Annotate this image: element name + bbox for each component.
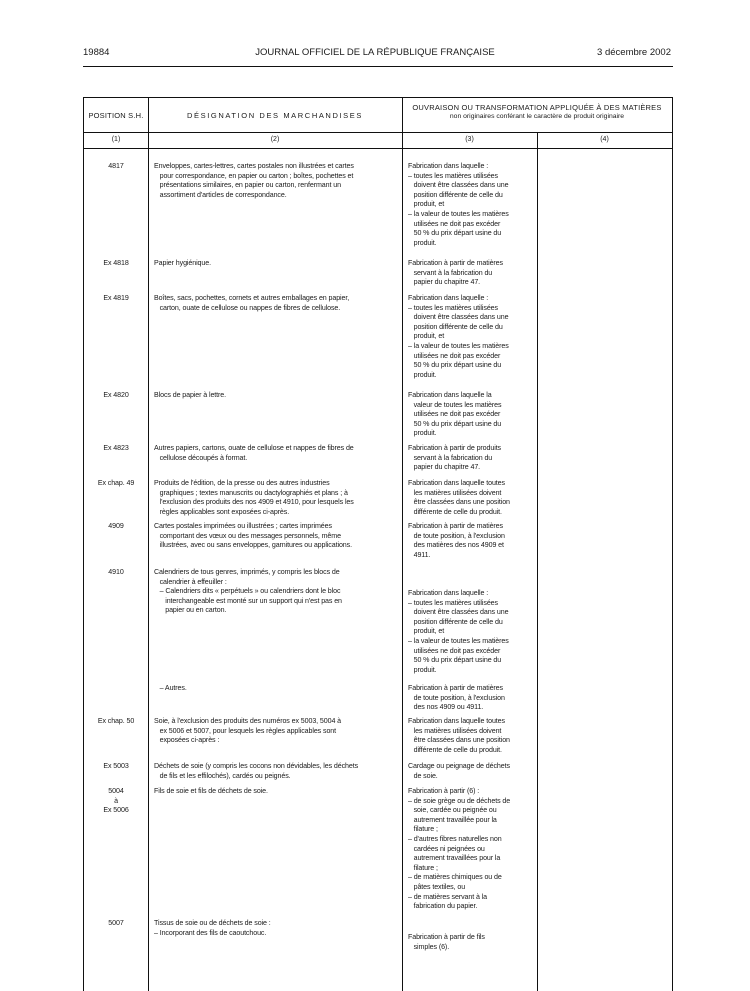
column-divider xyxy=(537,132,538,991)
row-rule: Fabrication dans laquelle : – toutes les matières utilisées doivent être classées dans une position différente de celle du produit, et – la valeur de toutes les matières utilisées ne doit pas excéder 50 % du prix départ usine du produit. xyxy=(408,589,509,674)
row-designation: Papier hygiénique. xyxy=(154,259,211,267)
row-designation: Soie, à l'exclusion des produits des numéros ex 5003, 5004 à ex 5006 et 5007, pour lesquels les règles applicables sont exposées ci-après : xyxy=(154,717,342,745)
row-rule: Fabrication dans laquelle : – toutes les matières utilisées doivent être classées dans une position différente de celle du produit, et – la valeur de toutes les matières utilisées ne doit pas excéder 50 % du prix départ usine du produit. xyxy=(408,294,509,379)
row-rule: Cardage ou peignage de déchets de soie. xyxy=(408,762,510,780)
header-rule-left xyxy=(84,132,402,133)
row-position: 5007 xyxy=(108,919,124,927)
row-position: Ex 4823 xyxy=(103,444,129,452)
col-transformation-header xyxy=(402,103,672,120)
row-rule: Fabrication dans laquelle toutes les matières utilisées doivent être classées dans une position différente de celle du produit. xyxy=(408,717,510,754)
row-position: Ex 5003 xyxy=(103,762,129,770)
row-rule: Fabrication à partir de fils simples (6). xyxy=(408,933,485,951)
col-number-1: (1) xyxy=(111,136,121,143)
col-transformation-title: OUVRAISON OU TRANSFORMATION APPLIQUÉE À DES MATIÈRES xyxy=(412,103,662,112)
row-rule: Fabrication à partir de produits servant à la fabrication du papier du chapitre 47. xyxy=(408,444,502,472)
goods-table xyxy=(83,97,673,991)
row-rule: Fabrication à partir de matières de toute position, à l'exclusion des matières des nos 4909 et 4911. xyxy=(408,522,505,559)
row-designation: Boîtes, sacs, pochettes, cornets et autres emballages en papier, carton, ouate de cellulose ou nappes de fibres de cellulose. xyxy=(154,294,350,312)
row-position: Ex chap. 49 xyxy=(97,479,135,487)
journal-title: JOURNAL OFFICIEL DE LA RÉPUBLIQUE FRANÇAISE xyxy=(255,47,495,58)
row-rule-sub: Fabrication à partir de matières de toute position, à l'exclusion des nos 4909 ou 4911. xyxy=(408,684,505,712)
row-position: 4817 xyxy=(108,162,124,170)
column-divider xyxy=(148,98,149,991)
row-position: Ex 4818 xyxy=(103,259,129,267)
column-divider xyxy=(402,98,403,991)
row-rule: Fabrication à partir de matières servant à la fabrication du papier du chapitre 47. xyxy=(408,259,503,287)
row-rule: Fabrication à partir (6) : – de soie grège ou de déchets de soie, cardée ou peignée ou autrement travaillée pour la filature ; – d'autres fibres naturelles non cardées ni peignées ou autrement travaillées pour la filature ; – de matières chimiques ou de pâtes textiles, ou – de matières servant à la fabrication du papier. xyxy=(408,787,511,911)
page-number: 19884 xyxy=(83,47,110,58)
row-designation: Déchets de soie (y compris les cocons non dévidables, les déchets de fils et les effilochés), cardés ou peignés. xyxy=(154,762,359,780)
row-position: Ex chap. 50 xyxy=(97,717,135,725)
col-position-header: POSITION S.H. xyxy=(88,111,144,120)
row-rule: Fabrication dans laquelle : – toutes les matières utilisées doivent être classées dans une position différente de celle du produit, et – la valeur de toutes les matières utilisées ne doit pas excéder 50 % du prix départ usine du produit. xyxy=(408,162,509,247)
row-designation: Blocs de papier à lettre. xyxy=(154,391,227,399)
row-designation: Tissus de soie ou de déchets de soie : – Incorporant des fils de caoutchouc. xyxy=(154,919,271,937)
row-position: 4910 xyxy=(108,568,124,576)
row-position: 5004 à Ex 5006 xyxy=(103,787,129,815)
row-designation: Fils de soie et fils de déchets de soie. xyxy=(154,787,268,795)
row-designation: Produits de l'édition, de la presse ou des autres industries graphiques ; textes manuscrits ou dactylographiés et plans ; à l'exclusion des produits des nos 4909 et 4910, pour lesquels les règles applicables sont exposées ci-après. xyxy=(154,479,354,516)
col-number-4: (4) xyxy=(600,136,609,143)
col-number-2: (2) xyxy=(270,136,280,143)
row-position: 4909 xyxy=(108,522,124,530)
row-designation: Calendriers de tous genres, imprimés, y compris les blocs de calendrier à effeuiller : – Calendriers dits « perpétuels » ou calendriers dont le bloc interchangeable est monté sur un support qui n'est pas en papier ou en carton. xyxy=(154,568,342,615)
col-designation-header: DÉSIGNATION DES MARCHANDISES xyxy=(187,111,363,120)
col-number-3: (3) xyxy=(465,136,474,143)
column-number-rule xyxy=(84,148,672,149)
row-designation: Enveloppes, cartes-lettres, cartes postales non illustrées et cartes pour correspondance, en papier ou carton ; boîtes, pochettes et présentations similaires, en papier ou carton, renfermant un assortiment d'articles de correspondance. xyxy=(154,162,354,199)
header-subrule xyxy=(402,132,672,133)
row-rule: Fabrication dans laquelle toutes les matières utilisées doivent être classées dans une position différente de celle du produit. xyxy=(408,479,510,516)
header-rule xyxy=(83,66,673,67)
row-designation: Cartes postales imprimées ou illustrées ; cartes imprimées comportant des vœux ou des messages personnels, même illustrées, avec ou sans enveloppes, garnitures ou applications. xyxy=(154,522,352,550)
row-rule: Fabrication dans laquelle la valeur de toutes les matières utilisées ne doit pas excéder 50 % du prix départ usine du produit. xyxy=(408,391,502,438)
row-position: Ex 4820 xyxy=(103,391,129,399)
row-designation: Autres papiers, cartons, ouate de cellulose et nappes de fibres de cellulose découpés à format. xyxy=(154,444,354,462)
row-designation-sub: – Autres. xyxy=(154,684,187,692)
publication-date: 3 décembre 2002 xyxy=(597,47,671,58)
row-position: Ex 4819 xyxy=(103,294,129,302)
col-transformation-subtitle: non originaires conférant le caractère de produit originaire xyxy=(449,113,625,120)
